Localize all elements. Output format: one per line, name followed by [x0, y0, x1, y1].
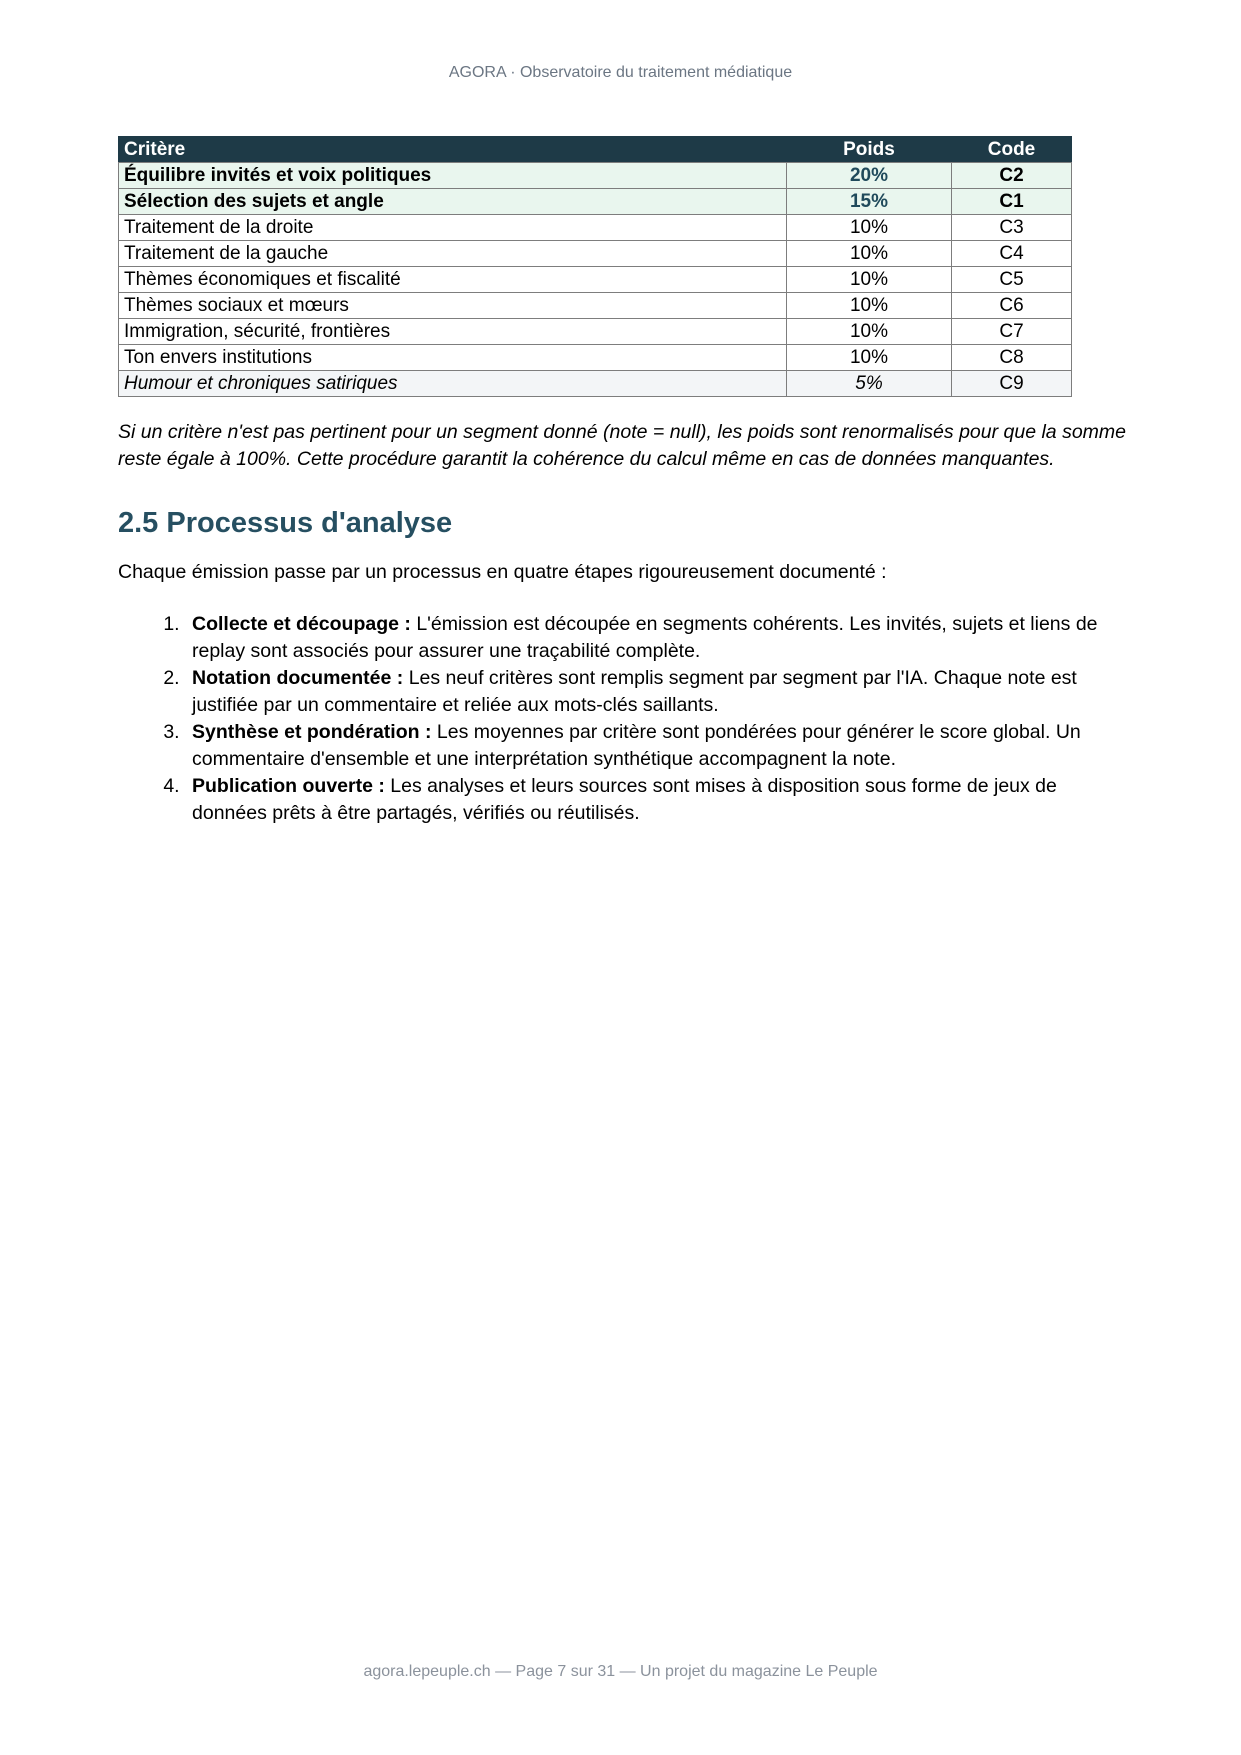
criteria-table — [118, 136, 1072, 397]
column-header-critere: Critère — [119, 137, 787, 163]
criterion-cell: Traitement de la droite — [119, 215, 787, 241]
table-header-row — [119, 137, 1072, 163]
code-cell: C9 — [952, 371, 1072, 397]
step-item — [185, 665, 1135, 719]
code-cell: C1 — [952, 189, 1072, 215]
table-row — [119, 189, 1072, 215]
criterion-cell: Immigration, sécurité, frontières — [119, 319, 787, 345]
criterion-cell: Thèmes sociaux et mœurs — [119, 293, 787, 319]
code-cell: C7 — [952, 319, 1072, 345]
step-item — [185, 773, 1135, 827]
step-text: L'émission est découpée en segments cohérents. Les invités, sujets et liens de replay sont associés pour assurer une traçabilité complète. — [192, 613, 1098, 662]
weight-cell: 10% — [787, 345, 952, 371]
weight-cell: 10% — [787, 293, 952, 319]
process-steps-list — [118, 611, 1124, 827]
criterion-cell: Équilibre invités et voix politiques — [119, 163, 787, 189]
table-row — [119, 319, 1072, 345]
code-cell: C3 — [952, 215, 1072, 241]
table-row — [119, 241, 1072, 267]
weight-cell: 10% — [787, 319, 952, 345]
step-label: Collecte et découpage : — [192, 613, 411, 635]
code-cell: C8 — [952, 345, 1072, 371]
weight-cell: 15% — [787, 189, 952, 215]
step-text: Les neuf critères sont remplis segment par segment par l'IA. Chaque note est justifiée par un commentaire et reliée aux mots-clés saillants. — [192, 667, 1077, 716]
weight-cell: 10% — [787, 215, 952, 241]
table-row — [119, 215, 1072, 241]
code-cell: C2 — [952, 163, 1072, 189]
criterion-cell: Sélection des sujets et angle — [119, 189, 787, 215]
running-footer: agora.lepeuple.ch — Page 7 sur 31 — Un projet du magazine Le Peuple — [363, 1663, 878, 1680]
step-text: Les moyennes par critère sont pondérées pour générer le score global. Un commentaire d'ensemble et une interprétation synthétique accompagnent la note. — [192, 721, 1081, 770]
step-item — [185, 719, 1135, 773]
column-header-code: Code — [952, 137, 1072, 163]
running-header: AGORA · Observatoire du traitement médiatique — [448, 64, 793, 81]
step-label: Notation documentée : — [192, 667, 404, 689]
step-item — [185, 611, 1135, 665]
table-row — [119, 267, 1072, 293]
table-row — [119, 293, 1072, 319]
step-text: Les analyses et leurs sources sont mises à disposition sous forme de jeux de données prêts à être partagés, vérifiés ou réutilisés. — [192, 775, 1057, 824]
renormalization-note: Si un critère n'est pas pertinent pour un segment donné (note = null), les poids sont renormalisés pour que la somme reste égale à 100%. Cette procédure garantit la cohérence du calcul même en cas de données manquantes. — [118, 421, 1126, 470]
step-label: Synthèse et pondération : — [192, 721, 432, 743]
code-cell: C4 — [952, 241, 1072, 267]
criterion-cell: Thèmes économiques et fiscalité — [119, 267, 787, 293]
weight-cell: 10% — [787, 241, 952, 267]
weight-cell: 10% — [787, 267, 952, 293]
process-intro: Chaque émission passe par un processus en quatre étapes rigoureusement documenté : — [118, 561, 887, 583]
criterion-cell: Humour et chroniques satiriques — [119, 371, 787, 397]
table-row — [119, 163, 1072, 189]
column-header-poids: Poids — [787, 137, 952, 163]
table-row — [119, 371, 1072, 397]
weight-cell: 20% — [787, 163, 952, 189]
code-cell: C6 — [952, 293, 1072, 319]
page-content — [118, 136, 1124, 827]
step-label: Publication ouverte : — [192, 775, 385, 797]
criterion-cell: Traitement de la gauche — [119, 241, 787, 267]
section-heading: 2.5 Processus d'analyse — [118, 507, 453, 539]
weight-cell: 5% — [787, 371, 952, 397]
code-cell: C5 — [952, 267, 1072, 293]
criterion-cell: Ton envers institutions — [119, 345, 787, 371]
table-row — [119, 345, 1072, 371]
